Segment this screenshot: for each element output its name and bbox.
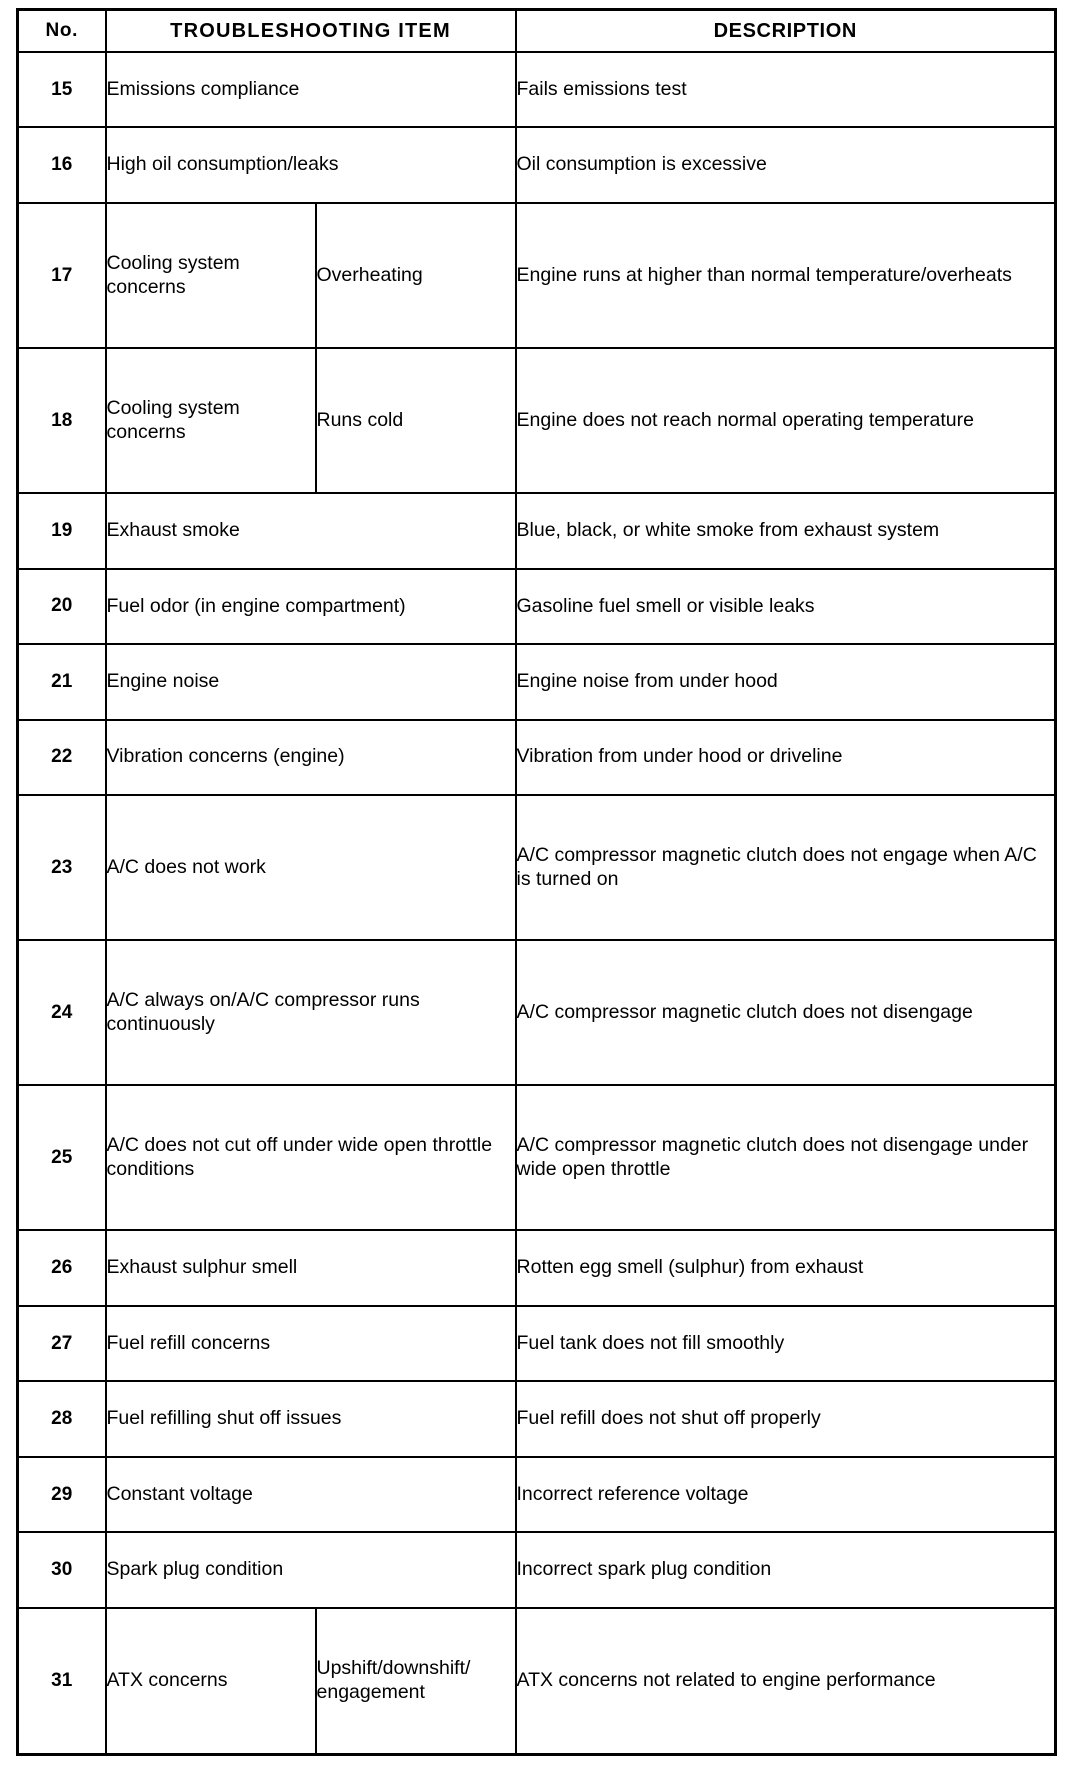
- header-row: [18, 10, 1056, 53]
- row-number: 17: [18, 203, 106, 348]
- row-description: Fails emissions test: [516, 52, 1056, 127]
- row-number: 21: [18, 644, 106, 719]
- column-header-item: TROUBLESHOOTING ITEM: [106, 10, 516, 53]
- table-row: [18, 1230, 1056, 1305]
- troubleshooting-item: Constant voltage: [106, 1457, 516, 1532]
- table-row: [18, 1608, 1056, 1755]
- troubleshooting-subitem: Overheating: [316, 203, 516, 348]
- row-number: 30: [18, 1532, 106, 1607]
- row-description: Gasoline fuel smell or visible leaks: [516, 569, 1056, 644]
- troubleshooting-table: [16, 8, 1057, 1756]
- table-row: [18, 1532, 1056, 1607]
- table-row: [18, 795, 1056, 940]
- column-header-description: DESCRIPTION: [516, 10, 1056, 53]
- troubleshooting-item: Fuel odor (in engine compartment): [106, 569, 516, 644]
- troubleshooting-item: High oil consumption/leaks: [106, 127, 516, 202]
- table-row: [18, 644, 1056, 719]
- troubleshooting-item: A/C does not cut off under wide open throttle conditions: [106, 1085, 516, 1230]
- troubleshooting-item: Fuel refill concerns: [106, 1306, 516, 1381]
- table-body: [18, 52, 1056, 1755]
- row-description: Incorrect spark plug condition: [516, 1532, 1056, 1607]
- troubleshooting-item: ATX concerns: [106, 1608, 316, 1755]
- table-row: [18, 1306, 1056, 1381]
- row-number: 24: [18, 940, 106, 1085]
- row-number: 19: [18, 493, 106, 568]
- table-row: [18, 52, 1056, 127]
- row-description: A/C compressor magnetic clutch does not disengage under wide open throttle: [516, 1085, 1056, 1230]
- table-row: [18, 1457, 1056, 1532]
- row-number: 23: [18, 795, 106, 940]
- table-row: [18, 569, 1056, 644]
- row-description: Incorrect reference voltage: [516, 1457, 1056, 1532]
- table-row: [18, 720, 1056, 795]
- row-description: Oil consumption is excessive: [516, 127, 1056, 202]
- row-description: Engine noise from under hood: [516, 644, 1056, 719]
- table-header: [18, 10, 1056, 53]
- table-row: [18, 203, 1056, 348]
- row-description: Engine runs at higher than normal temperature/overheats: [516, 203, 1056, 348]
- row-number: 16: [18, 127, 106, 202]
- table-row: [18, 127, 1056, 202]
- row-description: Rotten egg smell (sulphur) from exhaust: [516, 1230, 1056, 1305]
- row-description: Fuel tank does not fill smoothly: [516, 1306, 1056, 1381]
- troubleshooting-subitem: Upshift/downshift/ engagement: [316, 1608, 516, 1755]
- troubleshooting-item: A/C does not work: [106, 795, 516, 940]
- troubleshooting-subitem: Runs cold: [316, 348, 516, 493]
- row-number: 20: [18, 569, 106, 644]
- troubleshooting-item: Cooling system concerns: [106, 348, 316, 493]
- row-number: 15: [18, 52, 106, 127]
- row-number: 27: [18, 1306, 106, 1381]
- row-description: ATX concerns not related to engine performance: [516, 1608, 1056, 1755]
- column-header-no: No.: [18, 10, 106, 53]
- troubleshooting-item: Exhaust smoke: [106, 493, 516, 568]
- table-row: [18, 940, 1056, 1085]
- row-number: 31: [18, 1608, 106, 1755]
- table-row: [18, 1085, 1056, 1230]
- row-description: Blue, black, or white smoke from exhaust system: [516, 493, 1056, 568]
- troubleshooting-item: Emissions compliance: [106, 52, 516, 127]
- row-description: A/C compressor magnetic clutch does not disengage: [516, 940, 1056, 1085]
- table-row: [18, 493, 1056, 568]
- row-number: 28: [18, 1381, 106, 1456]
- troubleshooting-item: Exhaust sulphur smell: [106, 1230, 516, 1305]
- table-row: [18, 1381, 1056, 1456]
- row-number: 22: [18, 720, 106, 795]
- troubleshooting-item: Cooling system concerns: [106, 203, 316, 348]
- row-description: Engine does not reach normal operating temperature: [516, 348, 1056, 493]
- troubleshooting-item: Vibration concerns (engine): [106, 720, 516, 795]
- row-number: 25: [18, 1085, 106, 1230]
- row-description: Fuel refill does not shut off properly: [516, 1381, 1056, 1456]
- row-description: Vibration from under hood or driveline: [516, 720, 1056, 795]
- row-number: 29: [18, 1457, 106, 1532]
- troubleshooting-item: A/C always on/A/C compressor runs continuously: [106, 940, 516, 1085]
- row-number: 26: [18, 1230, 106, 1305]
- row-number: 18: [18, 348, 106, 493]
- row-description: A/C compressor magnetic clutch does not engage when A/C is turned on: [516, 795, 1056, 940]
- troubleshooting-item: Engine noise: [106, 644, 516, 719]
- troubleshooting-item: Spark plug condition: [106, 1532, 516, 1607]
- table-row: [18, 348, 1056, 493]
- troubleshooting-item: Fuel refilling shut off issues: [106, 1381, 516, 1456]
